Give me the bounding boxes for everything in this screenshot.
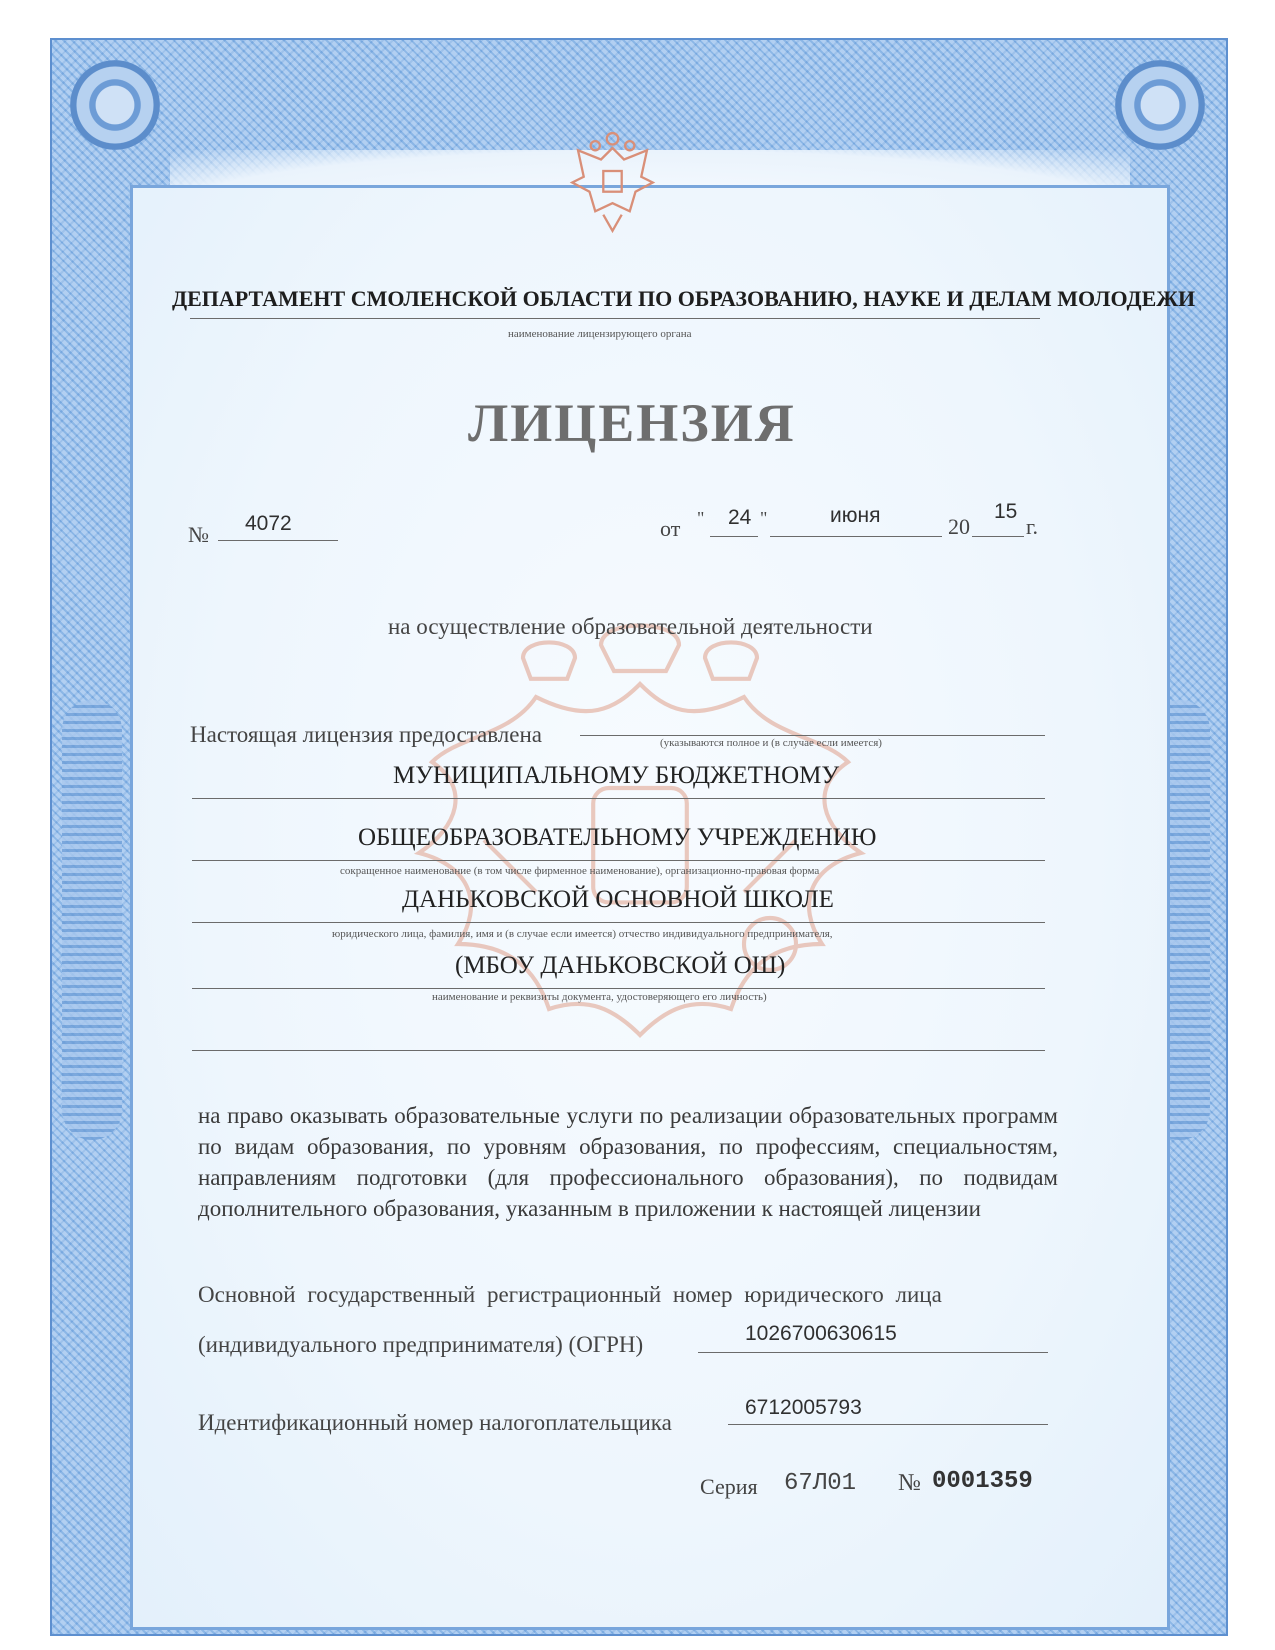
form-number-value: 0001359: [932, 1468, 1033, 1495]
inn-value: 6712005793: [745, 1396, 862, 1419]
date-quote-close: ": [760, 508, 768, 528]
ogrn-label-line-2: (индивидуального предпринимателя) (ОГРН): [198, 1332, 644, 1357]
ogrn-label-line-1: Основной государственный регистрационный номер юридического лица: [198, 1282, 942, 1307]
date-day: 24: [728, 506, 752, 529]
number-sign: №: [188, 522, 209, 547]
granted-to-caption-1: (указываются полное и (в случае если имеется): [660, 737, 882, 749]
date-year-prefix: 20: [948, 514, 970, 539]
granted-to-underline: [580, 735, 1045, 736]
licensee-name-line-2: ОБЩЕОБРАЗОВАТЕЛЬНОМУ УЧРЕЖДЕНИЮ: [358, 824, 877, 851]
corner-ornament-top-right: [1115, 60, 1205, 150]
granted-to-caption-2: сокращенное наименование (в том числе фирменное наименование), организационно-правовая форма: [340, 865, 820, 877]
licensing-authority-name: ДЕПАРТАМЕНТ СМОЛЕНСКОЙ ОБЛАСТИ ПО ОБРАЗОВАНИЮ, НАУКЕ И ДЕЛАМ МОЛОДЕЖИ: [172, 286, 1196, 311]
granted-to-caption-4: наименование и реквизиты документа, удостоверяющего его личность): [432, 991, 767, 1003]
date-year-suffix: 15: [994, 500, 1018, 523]
inn-underline: [728, 1424, 1048, 1425]
series-value: 67Л01: [784, 1470, 857, 1497]
inn-label: Идентификационный номер налогоплательщика: [198, 1410, 672, 1435]
granted-to-label: Настоящая лицензия предоставлена: [190, 722, 542, 747]
granted-to-caption-3: юридического лица, фамилия, имя и (в случае если имеется) отчество индивидуального предпринимателя,: [332, 928, 833, 940]
authority-caption: наименование лицензирующего органа: [508, 328, 692, 340]
ogrn-value: 1026700630615: [745, 1322, 897, 1345]
license-rights-text: на право оказывать образовательные услуги по реализации образовательных программ по видам образования, по уровням образования, по профессиям, специальностям, направлениям подготовки (для профессионального образования), по подвидам дополнительного образования, указанным в приложении к настоящей лицензии: [198, 1103, 1058, 1221]
left-side-ornament: [62, 700, 122, 1140]
licensee-underline-4: [192, 988, 1045, 989]
date-quote-open: ": [697, 508, 705, 528]
date-year-underline: [972, 536, 1024, 537]
date-month: июня: [830, 504, 881, 527]
license-number-underline: [218, 540, 338, 541]
licensee-name-line-3: ДАНЬКОВСКОЙ ОСНОВНОЙ ШКОЛЕ: [402, 886, 834, 913]
ogrn-underline: [698, 1352, 1048, 1353]
series-label: Серия: [700, 1474, 758, 1499]
russian-coat-of-arms-icon: [550, 125, 675, 240]
date-year-unit: г.: [1026, 514, 1039, 539]
license-number: 4072: [245, 512, 292, 535]
authority-underline: [190, 318, 1040, 319]
date-month-underline: [770, 536, 942, 537]
date-day-underline: [710, 536, 758, 537]
document-title: ЛИЦЕНЗИЯ: [468, 393, 796, 453]
corner-ornament-top-left: [70, 60, 160, 150]
date-from-label: от: [660, 516, 681, 541]
activity-type: на осуществление образовательной деятельности: [388, 614, 873, 639]
licensee-underline-5: [192, 1050, 1045, 1051]
licensee-name-line-1: МУНИЦИПАЛЬНОМУ БЮДЖЕТНОМУ: [393, 762, 840, 789]
licensee-name-line-4: (МБОУ ДАНЬКОВСКОЙ ОШ): [455, 952, 786, 979]
form-number-sign: №: [898, 1470, 921, 1496]
licensee-underline-3: [192, 922, 1045, 923]
licensee-underline-2: [192, 860, 1045, 861]
licensee-underline-1: [192, 798, 1045, 799]
